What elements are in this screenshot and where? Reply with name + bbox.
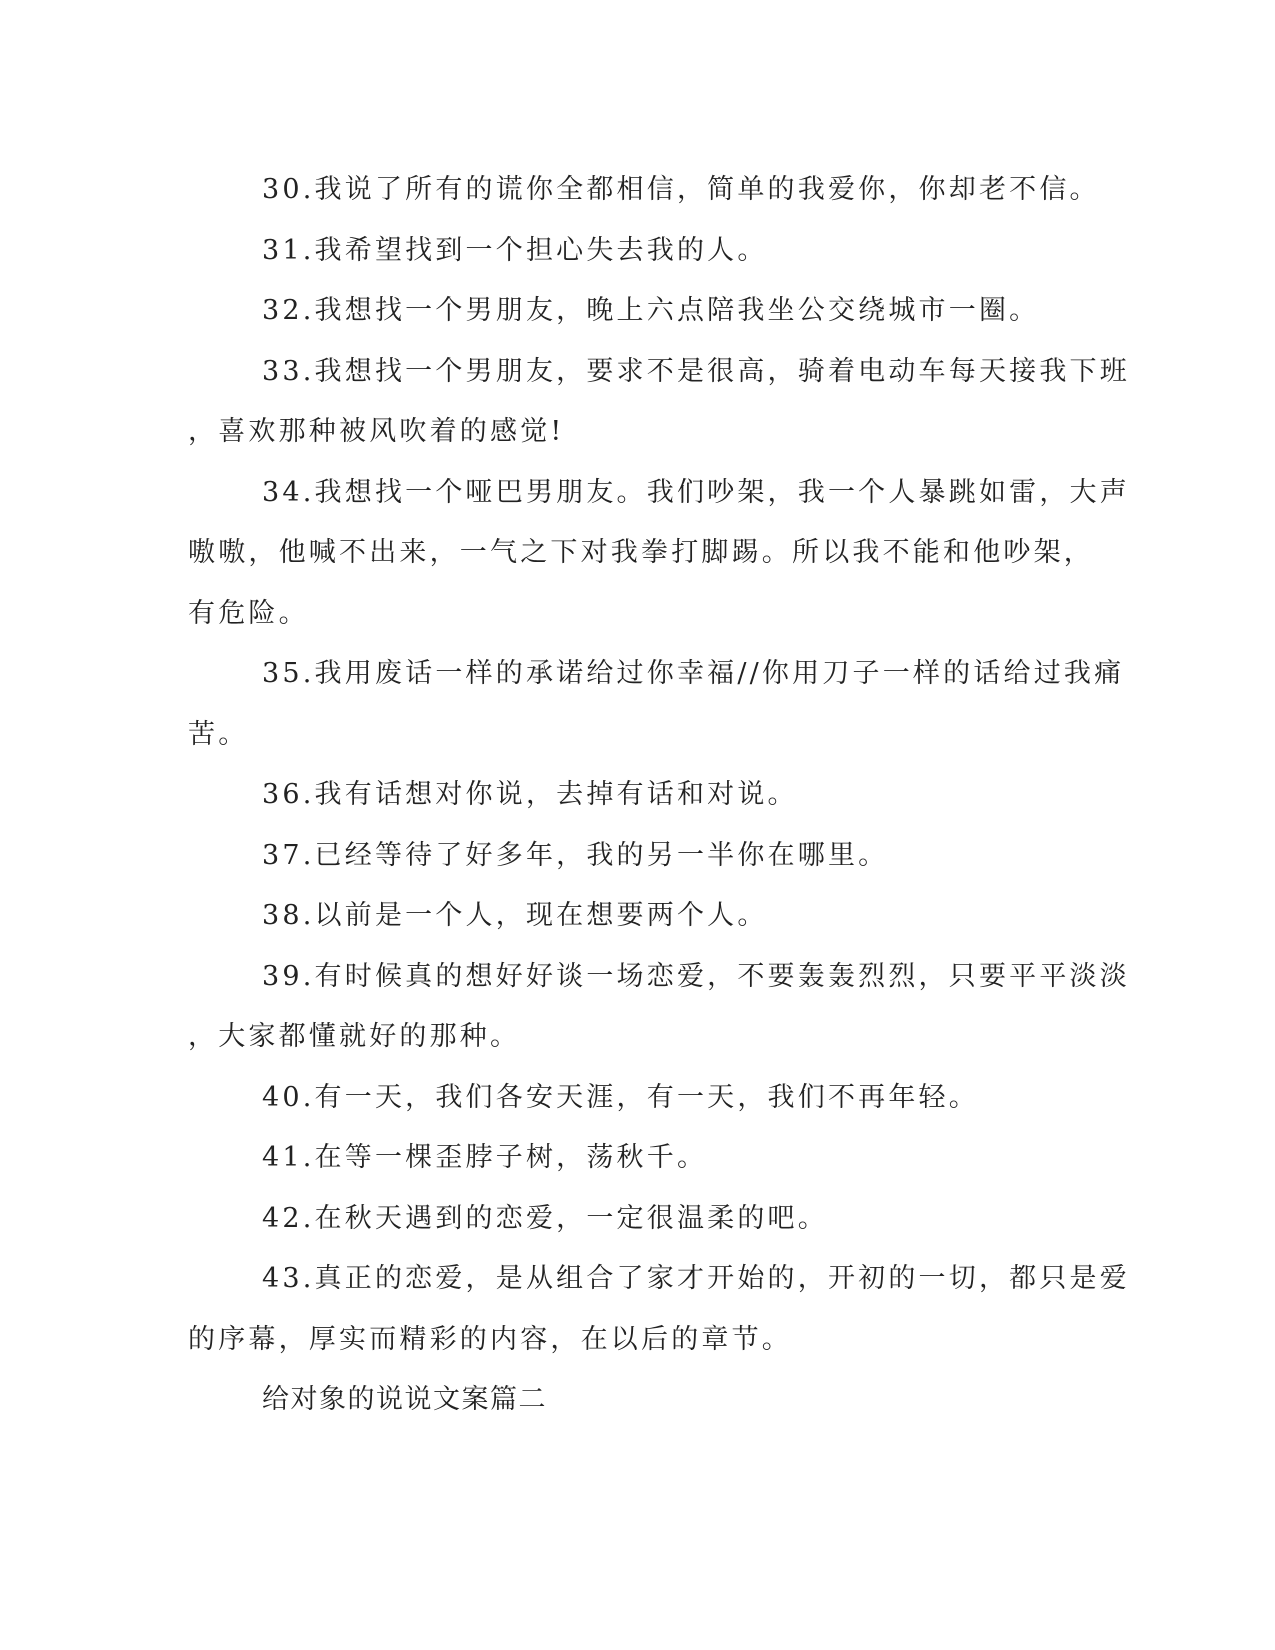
text-line: 43.真正的恋爱，是从组合了家才开始的，开初的一切，都只是爱 [262, 1263, 1130, 1294]
text-line: 34.我想找一个哑巴男朋友。我们吵架，我一个人暴跳如雷，大声 [262, 476, 1130, 508]
text-line: 苦。 [188, 718, 249, 750]
text-line: 33.我想找一个男朋友，要求不是很高，骑着电动车每天接我下班 [262, 355, 1130, 387]
text-line: 39.有时候真的想好好谈一场恋爱，不要轰轰烈烈，只要平平淡淡 [262, 960, 1130, 992]
text-line: 嗷嗷，他喊不出来，一气之下对我拳打脚踢。所以我不能和他吵架， [188, 537, 1094, 568]
text-line: 的序幕，厚实而精彩的内容，在以后的章节。 [188, 1323, 792, 1355]
text-line: ，喜欢那种被风吹着的感觉! [188, 416, 565, 447]
text-line: 38.以前是一个人，现在想要两个人。 [262, 900, 768, 931]
text-line: 有危险。 [188, 597, 309, 629]
section-heading: 给对象的说说文案篇二 [262, 1384, 547, 1415]
text-line: 40.有一天，我们各安天涯，有一天，我们不再年轻。 [262, 1081, 979, 1113]
text-line: 35.我用废话一样的承诺给过你幸福//你用刀子一样的话给过我痛 [262, 658, 1125, 689]
text-line: 31.我希望找到一个担心失去我的人。 [262, 234, 768, 266]
text-line: 32.我想找一个男朋友，晚上六点陪我坐公交绕城市一圈。 [262, 295, 1040, 326]
text-line: 36.我有话想对你说，去掉有话和对说。 [262, 779, 798, 810]
text-line: ，大家都懂就好的那种。 [188, 1021, 521, 1052]
text-line: 30.我说了所有的谎你全都相信，简单的我爱你，你却老不信。 [262, 174, 1100, 205]
text-line: 37.已经等待了好多年，我的另一半你在哪里。 [262, 839, 889, 871]
text-line: 42.在秋天遇到的恋爱，一定很温柔的吧。 [262, 1202, 828, 1234]
text-line: 41.在等一棵歪脖子树，荡秋千。 [262, 1142, 708, 1173]
document-body [188, 160, 1130, 1431]
